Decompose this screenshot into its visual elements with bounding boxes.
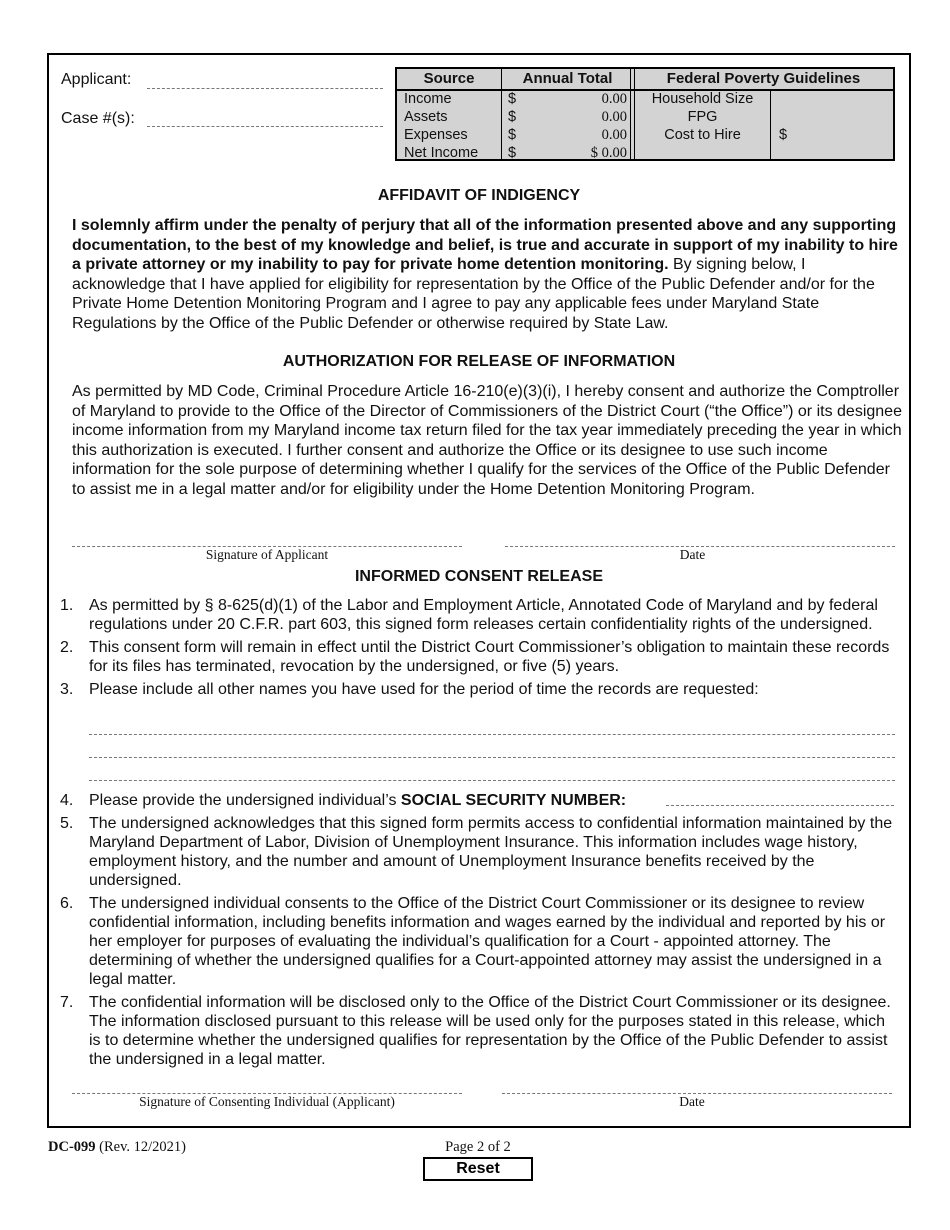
consent-item-3: 3. Please include all other names you have used for the period of time the records are requested:	[60, 681, 759, 698]
affidavit-title: AFFIDAVIT OF INDIGENCY	[377, 187, 581, 204]
amount-assets[interactable]: 0.00	[601, 109, 627, 125]
source-expenses: Expenses	[404, 127, 468, 143]
authorization-title: AUTHORIZATION FOR RELEASE OF INFORMATION	[282, 353, 676, 370]
applicant-field[interactable]	[147, 88, 383, 89]
consent-item-7: 7. The confidential information will be disclosed only to the Office of the District Court Commissioner or its designee. The information disclosed pursuant to this release will be used only for the purposes stated in this release, which is to determine whether the undersigned qualifies for representation by the Office of the Public Defender to assist the undersigned in a legal matter.	[60, 994, 891, 1068]
consent-signature-caption: Signature of Consenting Individual (Applicant)	[139, 1094, 395, 1109]
applicant-signature-caption: Signature of Applicant	[205, 547, 329, 562]
fpg-household-size-label: Household Size	[651, 91, 754, 107]
affidavit-text: I solemnly affirm under the penalty of perjury that all of the information presented above and any supporting documentation, to the best of my knowledge and belief, is true and accurate in support of my inability to hire a private attorney or my inability to pay for private home detention monitoring. By signing below, I acknowledge that I have applied for eligibility for representation by the Office of the Public Defender and/or for the Private Home Detention Monitoring Program and I agree to pay any applicable fees under Maryland State Regulations by the Office of the Public Defender or otherwise required by State Law.	[72, 217, 898, 332]
fpg-cost-to-hire-label: Cost to Hire	[664, 127, 741, 143]
consent-list	[60, 596, 900, 699]
currency-net-income: $	[508, 145, 517, 161]
currency-assets: $	[508, 109, 517, 125]
consent-item-2: 2. This consent form will remain in effect until the District Court Commissioner’s obligation to maintain these records for its files has terminated, revocation by the undersigned, or five (5) years.	[60, 639, 890, 675]
consent-list-continued	[60, 791, 900, 1069]
authorization-text: As permitted by MD Code, Criminal Procedure Article 16-210(e)(3)(i), I hereby consent and authorize the Comptroller of Maryland to provide to the Office of the Director of Commissioners of the District Court (“the Office”) or its designee income information from my Maryland income tax return filed for the tax year immediately preceding the year in which this authorization is executed. I further consent and authorize the Office or its designee to use such income information for the sole purpose of determining whether I qualify for the services of the Office of the Public Defender to assist me in a legal matter and/or for eligibility under the Home Detention Monitoring Program.	[72, 383, 902, 498]
consent-item-5: 5. The undersigned acknowledges that this signed form permits access to confidential information maintained by the Maryland Department of Labor, Division of Unemployment Insurance. This information includes wage history, employment history, and the number and amount of Unemployment Insurance benefits received by the undersigned.	[60, 815, 893, 889]
fpg-label: FPG	[687, 109, 718, 125]
header-source: Source	[423, 70, 475, 87]
applicant-date-caption: Date	[679, 547, 706, 562]
other-names-line-3[interactable]	[89, 780, 895, 781]
source-net-income: Net Income	[404, 145, 479, 161]
applicant-label: Applicant:	[61, 71, 132, 88]
amount-expenses[interactable]: 0.00	[601, 127, 627, 143]
consent-item-6: 6. The undersigned individual consents to the Office of the District Court Commissioner or its designee to review confidential information, including benefits information and wages earned by the individual and reported by his or her employer for purposes of evaluating the individual’s qualification for a Court - appointed attorney. The determining of whether the undersigned qualifies for a Court-appointed attorney may assist the undersigned in a legal matter.	[60, 895, 886, 988]
header-annual-total: Annual Total	[522, 70, 613, 87]
currency-expenses: $	[508, 127, 517, 143]
consent-date-caption: Date	[679, 1094, 705, 1109]
consent-title: INFORMED CONSENT RELEASE	[354, 568, 603, 585]
amount-income[interactable]: 0.00	[601, 91, 627, 107]
consent-item-4: 4. Please provide the undersigned individual’s SOCIAL SECURITY NUMBER:	[60, 792, 627, 809]
header-fpg: Federal Poverty Guidelines	[666, 70, 861, 87]
amount-net-income: $ 0.00	[590, 145, 627, 161]
consent-item-1: 1. As permitted by § 8-625(d)(1) of the Labor and Employment Article, Annotated Code of Maryland and by federal regulations under 20 C.F.R. part 603, this signed form releases certain confidentiality rights of the undersigned.	[60, 597, 878, 633]
currency-income: $	[508, 91, 517, 107]
other-names-line-2[interactable]	[89, 757, 895, 758]
form-revision: DC-099 (Rev. 12/2021)	[48, 1139, 187, 1155]
case-number-label: Case #(s):	[61, 110, 135, 127]
financial-summary-table	[395, 67, 895, 161]
other-names-line-1[interactable]	[89, 734, 895, 735]
page-number: Page 2 of 2	[445, 1139, 511, 1155]
case-number-field[interactable]	[147, 126, 383, 127]
source-income: Income	[404, 91, 452, 107]
cost-to-hire-currency: $	[779, 127, 788, 143]
ssn-field[interactable]	[666, 805, 894, 806]
reset-button[interactable]: Reset	[423, 1157, 533, 1181]
source-assets: Assets	[404, 109, 448, 125]
